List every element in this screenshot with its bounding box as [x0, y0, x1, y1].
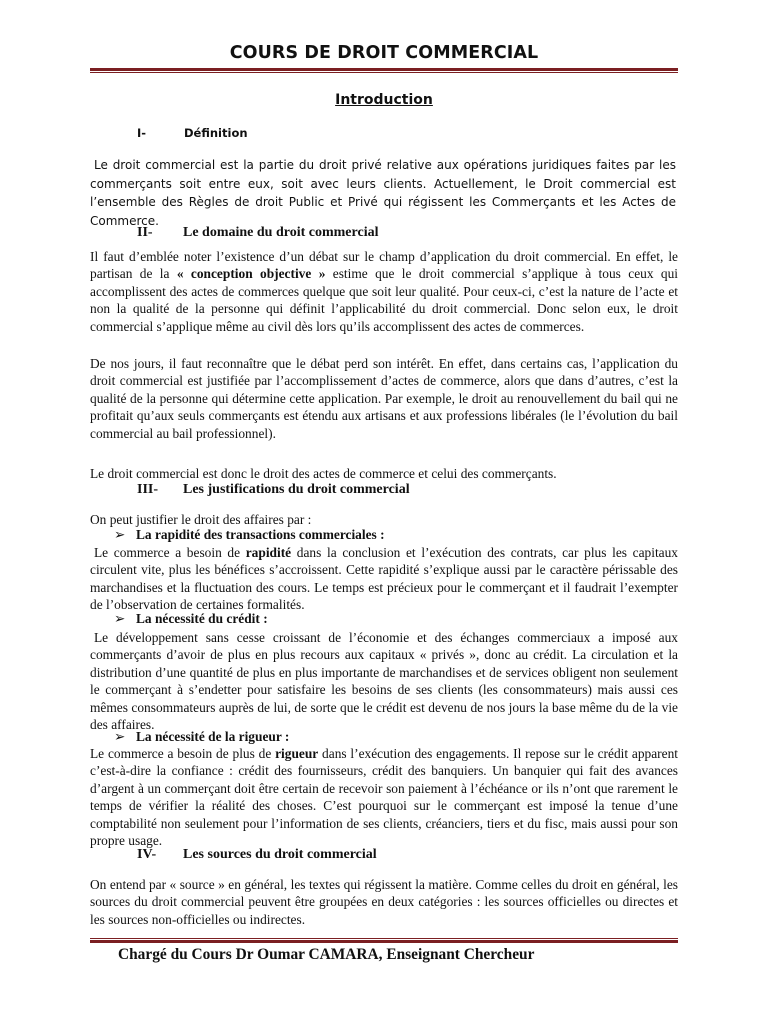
section-4-title: Les sources du droit commercial: [183, 847, 377, 862]
arrow-bullet-icon: ➢: [114, 729, 126, 744]
section-1-number: I-: [137, 126, 147, 140]
footer-rule-thick: [90, 940, 678, 943]
bullet-credit: ➢ La nécessité du crédit :: [114, 611, 268, 626]
header-rule-thin: [90, 72, 678, 73]
section-1-title: Définition: [184, 126, 248, 140]
section-1-paragraph: Le droit commercial est la partie du droit privé relative aux opérations juridiques faites par les commerçants soit entre eux, soit avec leurs clients. Actuellement, le Droit commercial est l’ensemble des Règles de droit Public et Privé qui régissent les Commerçants et les Actes de Commerce.: [90, 158, 676, 228]
section-3-title: Les justifications du droit commercial: [183, 482, 410, 497]
document-title: COURS DE DROIT COMMERCIAL: [229, 43, 539, 63]
bullet-rapidite-text: Le commerce a besoin de rapidité dans la conclusion et l’exécution des contrats, car plus les capitaux circulent vite, plus les bénéfices s’accroissent. Cette rapidité s’explique aussi par le caractère périssable des marchandises et la fluctuation des cours. Le temps est précieux pour le commerçant et il faudrait l’exempter de l’observation de certaines formalités.: [90, 545, 678, 613]
section-4-number: IV-: [137, 847, 157, 862]
section-2-number: II-: [137, 225, 153, 240]
arrow-bullet-icon: ➢: [114, 527, 126, 542]
bullet-rigueur-text: Le commerce a besoin de plus de rigueur dans l’exécution des engagements. Il repose sur le crédit apparent c’est-à-dire la confiance : crédit des fournisseurs, crédit des banquiers. Un banquier qui fait des avances d’argent à un commerçant doit être certain de recevoir son paiement à l’échéance or ils n’ont que rarement le temps de vérifier la réalité des choses. C’est pourquoi sur le commerçant est imposé la tenue d’une comptabilité non seulement pour l’information de ses clients, créanciers, tiers et du fisc, mais aussi pour son propre usage.: [90, 746, 678, 849]
section-2-paragraph-2: De nos jours, il faut reconnaître que le débat perd son intérêt. En effet, dans certains cas, l’application du droit commercial est justifiée par l’accomplissement d’actes de commerce, alors que dans d’autres, c’est la qualité de la personne qui détermine cette application. Par exemple, le droit au renouvellement du bail qui ne profitait qu’aux seuls commerçants est étendu aux artisans et aux professions libérales (le l’évolution du bail commercial au bail professionnel).: [90, 356, 678, 441]
introduction-heading: Introduction: [335, 92, 433, 108]
arrow-bullet-icon: ➢: [114, 611, 126, 626]
bullet-rigueur: ➢ La nécessité de la rigueur :: [114, 729, 290, 744]
section-4-paragraph: On entend par « source » en général, les textes qui régissent la matière. Comme celles du droit en général, les sources du droit commercial peuvent être groupées en deux catégories : les sources officielles ou directes et les sources non-officielles ou indirectes.: [90, 877, 678, 927]
footer-rule-thin: [90, 938, 678, 939]
bullet-rapidite: ➢ La rapidité des transactions commerciales :: [114, 527, 385, 542]
footer-instructor: Chargé du Cours Dr Oumar CAMARA, Enseignant Chercheur: [118, 946, 535, 963]
section-2-paragraph-3: Le droit commercial est donc le droit des actes de commerce et celui des commerçants.: [90, 466, 557, 481]
section-3-lead: On peut justifier le droit des affaires par :: [90, 512, 312, 527]
section-2-paragraph-1: Il faut d’emblée noter l’existence d’un débat sur le champ d’application du droit commercial. En effet, le partisan de la « conception objective » estime que le droit commercial s’applique à tous ceux qui accomplissent des actes de commerces quelque que soit leur qualité. Pour ceux-ci, c’est la nature de l’acte et non la qualité de la personne qui définit l’applicabilité du droit commercial. Donc selon eux, le droit commercial s’applique même au civil dès lors qu’ils accomplissent des actes de commerces.: [90, 249, 679, 334]
section-3-number: III-: [137, 482, 159, 497]
header-rule-thick: [90, 68, 678, 71]
bullet-credit-text: Le développement sans cesse croissant de l’économie et des échanges commerciaux a imposé aux commerçants d’avoir de plus en plus recours aux capitaux « privés », donc au crédit. La circulation et la distribution d’une quantité de plus en plus importante de marchandises et de services obligent non seulement le commerçant à s’endetter pour satisfaire les besoins de ses clients (les consommateurs) mais aussi ces mêmes consommateurs auprès de lui, de sorte que le crédit est devenu de nos jours la base même du de la vie des affaires.: [90, 630, 678, 733]
section-2-title: Le domaine du droit commercial: [183, 225, 379, 240]
